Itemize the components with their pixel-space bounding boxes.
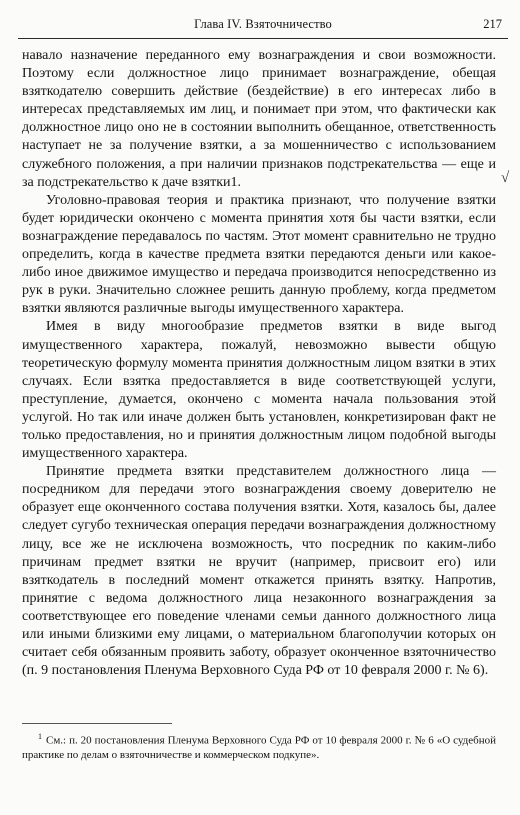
running-header	[18, 14, 508, 39]
paragraph-4: Принятие предмета взятки представителем должностного лица — посредником для передачи этого вознаграждения своему доверителю не образует еще оконченного состава получения взятки. Хотя, казалось бы, далее следует сугубо техническая операция передачи вознаграждения должностному лицу, все же не исключена возможность, что посредник по каким-либо причинам предмет взятки не вручит (например, присвоит его) или взяткодатель в последний момент откажется принять взятку. Напротив, принятие с ведома должностного лица незаконного вознаграждения за соответствующее его поведение членами семьи данного должностного лица или иными близкими ему лицами, о материальном благополучии которых он считает себя обязанным проявить заботу, образует оконченное взяточничество (п. 9 постановления Пленума Верховного Суда РФ от 10 февраля 2000 г. № 6).	[22, 464, 496, 679]
footnote-text: См.: п. 20 постановления Пленума Верховного Суда РФ от 10 февраля 2000 г. № 6 «О судебной практике по делам о взяточничестве и коммерческом подкупе».	[22, 734, 496, 762]
paragraph-2: Уголовно-правовая теория и практика признают, что получение взятки будет юридически окончено с момента принятия хотя бы части взятки, если вознаграждение передавалось по частям. Этот момент сравнительно не трудно определить, когда в качестве предмета взятки передаются деньги или какое-либо иное движимое имущество и передача производится непосредственно из рук в руки. Значительно сложнее решить данную проблему, когда предметом взятки являются различные выгоды имущественного характера.	[22, 192, 496, 317]
paragraph-1: навало назначение переданного ему вознаграждения и свои возможности. Поэтому если должностное лицо принимает вознаграждение, обещая взяткодателю совершить действие (бездействие) в его интересах либо в интересах представляемых им лиц, и понимает при этом, что фактически как должностное лицо оно не в состоянии выполнить обещанное, ответственность наступает не за получение взятки, а за мошенничество с использованием служебного положения, а при наличии признаков подстрекательства — еще и за подстрекательство к даче взятки1.	[22, 48, 496, 190]
footnote-marker: 1	[38, 732, 42, 741]
handwritten-margin-mark: √	[501, 170, 510, 186]
footnote-divider	[22, 723, 172, 724]
page-number: 217	[483, 17, 502, 31]
paragraph-3: Имея в виду многообразие предметов взятки в виде выгод имущественного характера, пожалуй, невозможно вывести общую теоретическую формулу момента принятия должностным лицом взятки в этих случаях. Если взятка предоставляется в виде соответствующей услуги, преступление, думается, окончено с момента начала пользования этой услугой. Но так или иначе должен быть установлен, конкретизирован факт не только предоставления, но и принятия должностным лицом подобной выгоды имущественного характера.	[22, 319, 496, 462]
chapter-title: Глава IV. Взяточничество	[194, 17, 332, 31]
footnote	[22, 730, 496, 763]
body-text	[22, 47, 496, 680]
